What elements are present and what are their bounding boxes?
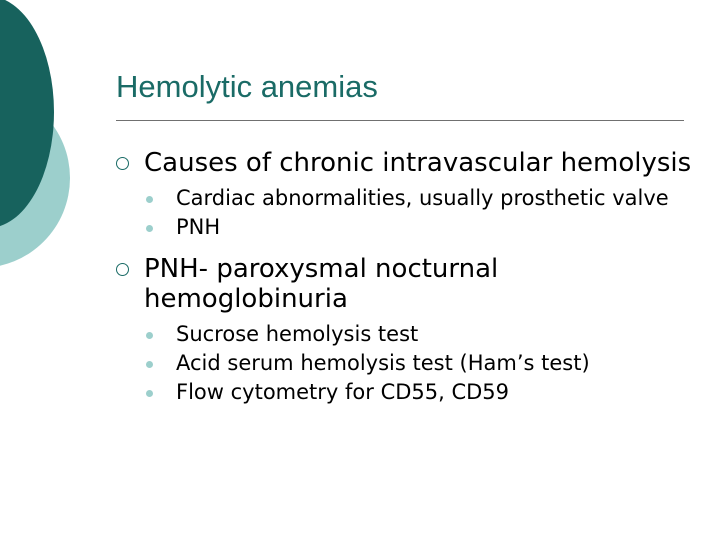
bullet-causes bbox=[116, 148, 696, 178]
sub-bullet-text: Cardiac abnormalities, usually prosthetic valve bbox=[176, 186, 669, 210]
sub-bullet bbox=[144, 186, 696, 211]
sub-bullet-text: PNH bbox=[176, 215, 221, 239]
bullet-text: PNH- paroxysmal nocturnal hemoglobinuria bbox=[144, 254, 499, 314]
dot-bullet-icon bbox=[146, 225, 153, 232]
sub-bullet-text: Sucrose hemolysis test bbox=[176, 322, 419, 346]
title-divider bbox=[116, 120, 684, 121]
hollow-circle-bullet-icon bbox=[116, 263, 129, 276]
bullet-pnh bbox=[116, 254, 696, 314]
dot-bullet-icon bbox=[146, 196, 153, 203]
hollow-circle-bullet-icon bbox=[116, 157, 129, 170]
sub-bullet bbox=[144, 380, 696, 405]
dot-bullet-icon bbox=[146, 361, 153, 368]
sub-bullet-text: Acid serum hemolysis test (Ham’s test) bbox=[176, 351, 590, 375]
slide-title: Hemolytic anemias bbox=[116, 69, 378, 104]
bullet-text: Causes of chronic intravascular hemolysis bbox=[144, 148, 692, 178]
dot-bullet-icon bbox=[146, 332, 153, 339]
sub-bullet-text: Flow cytometry for CD55, CD59 bbox=[176, 380, 510, 404]
decorative-circles bbox=[0, 0, 120, 300]
bullet-list bbox=[116, 148, 696, 419]
sub-bullet-list bbox=[144, 186, 696, 240]
sub-bullet-list bbox=[144, 322, 696, 405]
sub-bullet bbox=[144, 322, 696, 347]
dot-bullet-icon bbox=[146, 390, 153, 397]
sub-bullet bbox=[144, 215, 696, 240]
sub-bullet bbox=[144, 351, 696, 376]
